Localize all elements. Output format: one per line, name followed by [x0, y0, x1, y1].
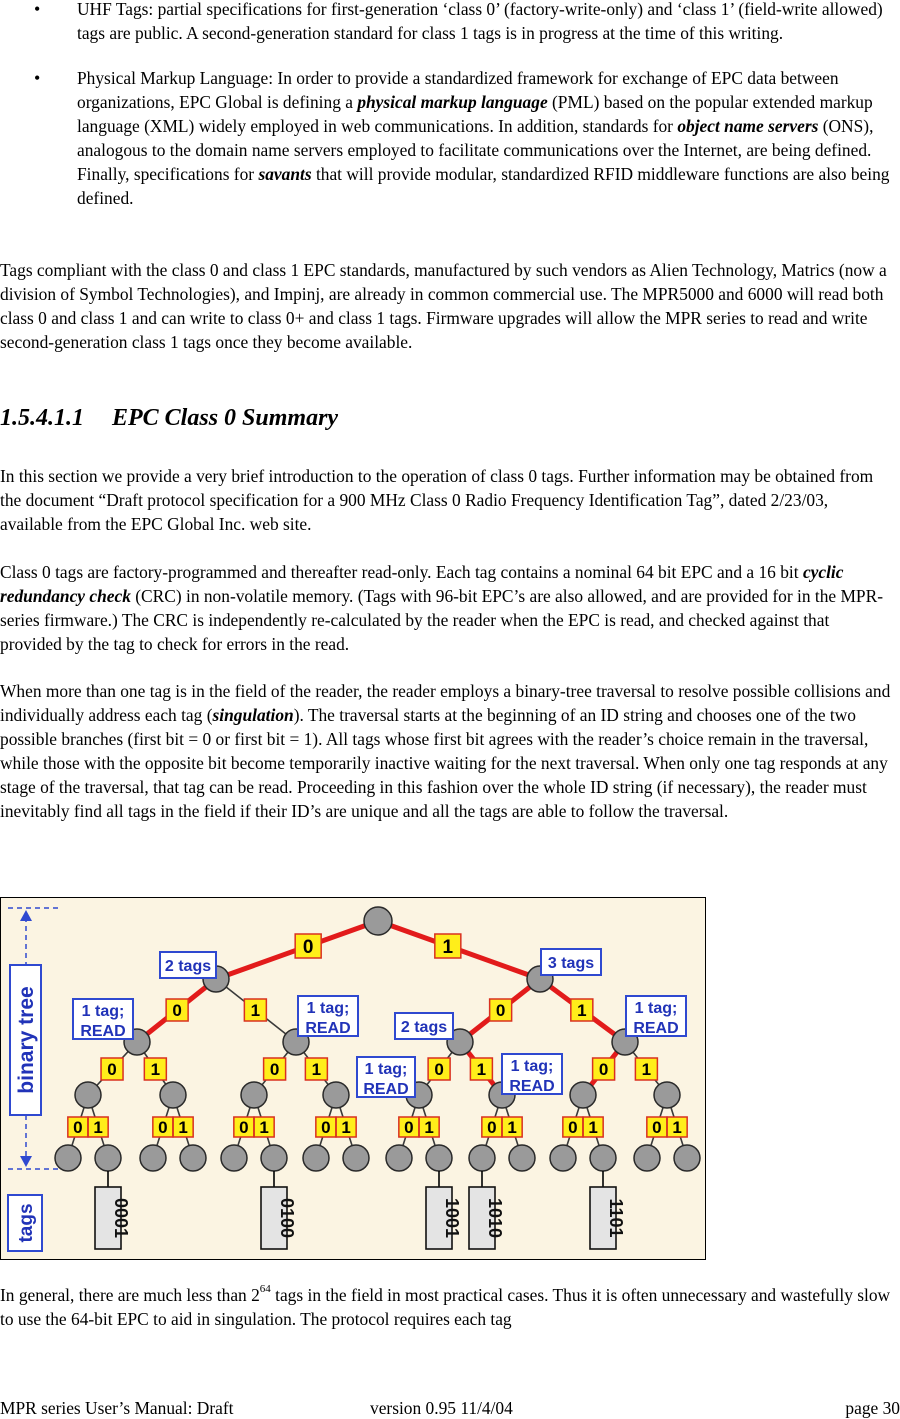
bit-label: 1 — [311, 1060, 322, 1079]
text-run: In general, there are much less than 2 — [0, 1285, 260, 1305]
text-run: that will provide modular, standardized RFID middleware functions are also being defined. — [77, 163, 890, 208]
bit-label: 0 — [107, 1060, 117, 1079]
text-run: UHF Tags: partial specifications for first-generation ‘class 0’ (factory-write-only) and ‘class 1’ (field-write allowed) tags are public. A second-generation standard for class 1 tags is in progress at the time of this writing. — [77, 0, 883, 43]
bit-label: 0 — [598, 1060, 609, 1079]
text-run: ). The traversal starts at the beginning of an ID string and chooses one of the two possible branches (first bit = 0 or first bit = 1). All tags whose first bit agrees with the reader’s choice remain in the traversal, while those with the opposite bit become temporarily inactive waiting for the next traversal. When only one tag responds at any stage of the traversal, that tag can be read. Proceeding in this fashion over the whole ID string (if necessary), the reader must inevitably find all tags in the field if their ID’s are unique and all the tags are able to follow the traversal. — [0, 704, 888, 821]
tree-node — [180, 1145, 206, 1171]
tree-node — [509, 1145, 535, 1171]
section-number: 1.5.4.1.1 — [0, 405, 84, 431]
bullet-text — [77, 0, 890, 46]
bit-label: 0 — [73, 1118, 83, 1137]
emphasized-term: savants — [258, 163, 312, 184]
bit-label: 0 — [321, 1118, 331, 1137]
tree-node — [590, 1145, 616, 1171]
callout-text: 1 tag; — [510, 1058, 554, 1075]
tag-id-label: 0001 — [111, 1197, 131, 1239]
text-run: tags in the field in most practical cases. Thus it is often unnecessary and wastefully slow to use the 64-bit EPC to aid in singulation. The protocol requires each tag — [0, 1285, 891, 1329]
bullet-text — [77, 67, 890, 210]
text-run: When more than one tag is in the field of the reader, the reader employs a binary-tree traversal to resolve possible collisions and individually address each tag ( — [0, 681, 891, 725]
bit-label: 1 — [93, 1118, 103, 1137]
section-heading — [0, 403, 890, 433]
callout-text: READ — [509, 1078, 555, 1095]
bit-label: 0 — [568, 1118, 578, 1137]
callout-text: 1 tag; — [81, 1003, 125, 1020]
tag-id-label: 1010 — [485, 1197, 505, 1239]
tree-node — [343, 1145, 369, 1171]
callout-text: 2 tags — [164, 958, 212, 975]
bit-label: 1 — [259, 1118, 269, 1137]
text-run: Class 0 tags are factory-programmed and thereafter read-only. Each tag contains a nominal 64 bit EPC and a 16 bit — [0, 562, 803, 582]
text-run: (PML) based on the popular extended markup language (XML) widely employed in web communications. In addition, standards for — [77, 91, 873, 136]
emphasized-term: physical markup language — [357, 91, 548, 112]
tree-node — [303, 1145, 329, 1171]
tree-node — [95, 1145, 121, 1171]
section-title: EPC Class 0 Summary — [112, 405, 339, 431]
bullet-item-uhf-tags — [0, 0, 890, 46]
tag-id-label: 1001 — [442, 1197, 462, 1239]
bit-label: 1 — [641, 1060, 652, 1079]
footer-page-number: page 30 — [845, 1398, 900, 1418]
bit-label: 0 — [302, 937, 314, 958]
emphasized-term: singulation — [212, 704, 294, 725]
tree-node — [241, 1082, 267, 1108]
bit-label: 0 — [404, 1118, 414, 1137]
tree-node — [55, 1145, 81, 1171]
emphasized-term: object name servers — [677, 115, 819, 136]
footer-version: version 0.95 11/4/04 — [370, 1398, 513, 1418]
bit-label: 0 — [495, 1001, 506, 1020]
bit-label: 0 — [269, 1060, 280, 1079]
bullet-dot: • — [34, 68, 41, 88]
tree-node — [221, 1145, 247, 1171]
bit-label: 1 — [341, 1118, 351, 1137]
tree-node — [654, 1082, 680, 1108]
callout-text: 3 tags — [547, 955, 595, 972]
tree-node — [386, 1145, 412, 1171]
bit-label: 1 — [150, 1060, 161, 1079]
bit-label: 1 — [588, 1118, 598, 1137]
callout-text: 1 tag; — [634, 1000, 678, 1017]
tree-node — [570, 1082, 596, 1108]
callout-text: READ — [633, 1020, 679, 1037]
tree-node — [323, 1082, 349, 1108]
binary-tree-singulation-figure — [0, 897, 706, 1260]
tree-node — [261, 1145, 287, 1171]
callout-text: READ — [305, 1020, 351, 1037]
callout-text: 1 tag; — [306, 1000, 350, 1017]
tag-id-label: 1101 — [606, 1198, 626, 1238]
footer-manual-title: MPR series User’s Manual: Draft — [0, 1398, 234, 1418]
bullet-item-physical-markup-language — [0, 67, 890, 210]
axis-label-binary-tree: binary tree — [15, 986, 38, 1094]
bit-label: 1 — [577, 1001, 587, 1020]
tree-node — [426, 1145, 452, 1171]
bit-label: 0 — [239, 1118, 249, 1137]
text-run: (ONS), analogous to the domain name servers employed to facilitate communications over the Internet, are being defined. Finally, specifications for — [77, 115, 874, 184]
callout-text: READ — [363, 1081, 409, 1098]
callout-text: 2 tags — [400, 1019, 448, 1036]
bit-label: 0 — [652, 1118, 662, 1137]
tree-node — [140, 1145, 166, 1171]
tree-node — [674, 1145, 700, 1171]
axis-label-tags: tags — [16, 1203, 37, 1243]
bit-label: 1 — [672, 1118, 682, 1137]
bit-label: 0 — [434, 1060, 444, 1079]
bit-label: 1 — [178, 1118, 188, 1137]
paragraph-collision-resolution — [0, 680, 892, 823]
bit-label: 1 — [442, 937, 454, 958]
callout-text: READ — [80, 1023, 126, 1040]
paragraph-class0-memory — [0, 561, 892, 657]
bit-label: 0 — [487, 1118, 497, 1137]
paragraph-class0-intro: In this section we provide a very brief introduction to the operation of class 0 tags. Further information may be obtained from the document “Draft protocol specification for a 900 MHz Class 0 Radio Frequency Identification Tag”, dated 2/23/03, available from the EPC Global Inc. web site. — [0, 466, 874, 534]
callout-text: 1 tag; — [364, 1061, 408, 1078]
paragraph-tags-compliant: Tags compliant with the class 0 and class 1 EPC standards, manufactured by such vendors as Alien Technology, Matrics (now a division of Symbol Technologies), and Impinj, are already in common commercial use. The MPR5000 and 6000 will read both class 0 and class 1 and can write to class 0+ and class 1 tags. Firmware upgrades will allow the MPR series to read and write second-generation class 1 tags once they become available. — [0, 260, 887, 352]
tag-id-label: 0100 — [277, 1197, 297, 1239]
tree-node — [364, 907, 392, 935]
paragraph-general-singulation — [0, 1284, 892, 1332]
bit-label: 1 — [250, 1001, 261, 1020]
emphasized-term: cyclic redundancy check — [0, 562, 844, 606]
bit-label: 1 — [476, 1060, 487, 1079]
bit-label: 0 — [172, 1001, 182, 1020]
tree-node — [160, 1082, 186, 1108]
superscript: 64 — [259, 1283, 271, 1296]
tree-node — [634, 1145, 660, 1171]
tree-node — [75, 1082, 101, 1108]
bit-label: 1 — [424, 1118, 434, 1137]
text-run: (CRC) in non-volatile memory. (Tags with 96-bit EPC’s are also allowed, and are provided for in the MPR-series firmware.) The CRC is independently re-calculated by the reader when the EPC is read, and checked against that provided by the tag to check for errors in the read. — [0, 585, 883, 654]
text-run: Physical Markup Language: In order to provide a standardized framework for exchange of EPC data between organizations, EPC Global is defining a — [77, 68, 839, 112]
bit-label: 1 — [507, 1118, 517, 1137]
tree-node — [550, 1145, 576, 1171]
bullet-dot: • — [34, 0, 41, 19]
tree-node — [469, 1145, 495, 1171]
bit-label: 0 — [158, 1118, 168, 1137]
